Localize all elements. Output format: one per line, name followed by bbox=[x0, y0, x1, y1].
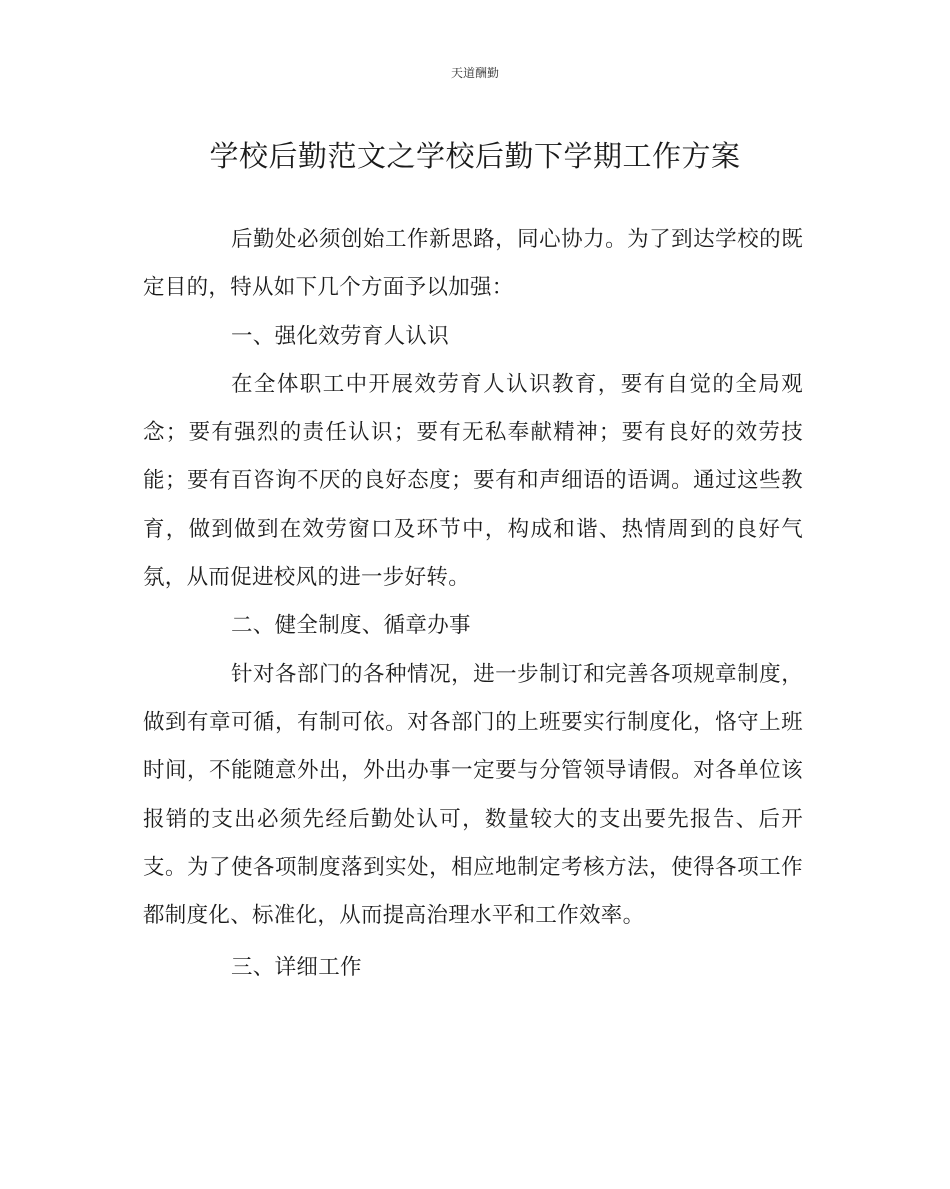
section-heading-3: 三、详细工作 bbox=[231, 955, 362, 981]
document-body bbox=[143, 216, 803, 993]
section-heading-1: 一、强化效劳育人认识 bbox=[231, 323, 450, 349]
paragraph-section-1: 在全体职工中开展效劳育人认识教育，要有自觉的全局观念；要有强烈的责任认识；要有无私奉献精神；要有良好的效劳技能；要有百咨询不厌的良好态度；要有和声细语的语调。通过这些教育，做到做到在效劳窗口及环节中，构成和谐、热情周到的良好气氛，从而促进校风的进一步好转。 bbox=[143, 371, 803, 591]
paragraph-section-2: 针对各部门的各种情况，进一步制订和完善各项规章制度，做到有章可循，有制可依。对各部门的上班要实行制度化，恪守上班时间，不能随意外出，外出办事一定要与分管领导请假。对各单位该报销的支出必须先经后勤处认可，数量较大的支出要先报告、后开支。为了使各项制度落到实处，相应地制定考核方法，使得各项工作都制度化、标准化，从而提高治理水平和工作效率。 bbox=[143, 661, 803, 929]
document-title: 学校后勤范文之学校后勤下学期工作方案 bbox=[209, 139, 741, 173]
page-header: 天道酬勤 bbox=[450, 66, 499, 80]
paragraph-intro: 后勤处必须创始工作新思路，同心协力。为了到达学校的既定目的，特从如下几个方面予以加强： bbox=[143, 227, 803, 301]
section-heading-2: 二、健全制度、循章办事 bbox=[231, 613, 471, 639]
